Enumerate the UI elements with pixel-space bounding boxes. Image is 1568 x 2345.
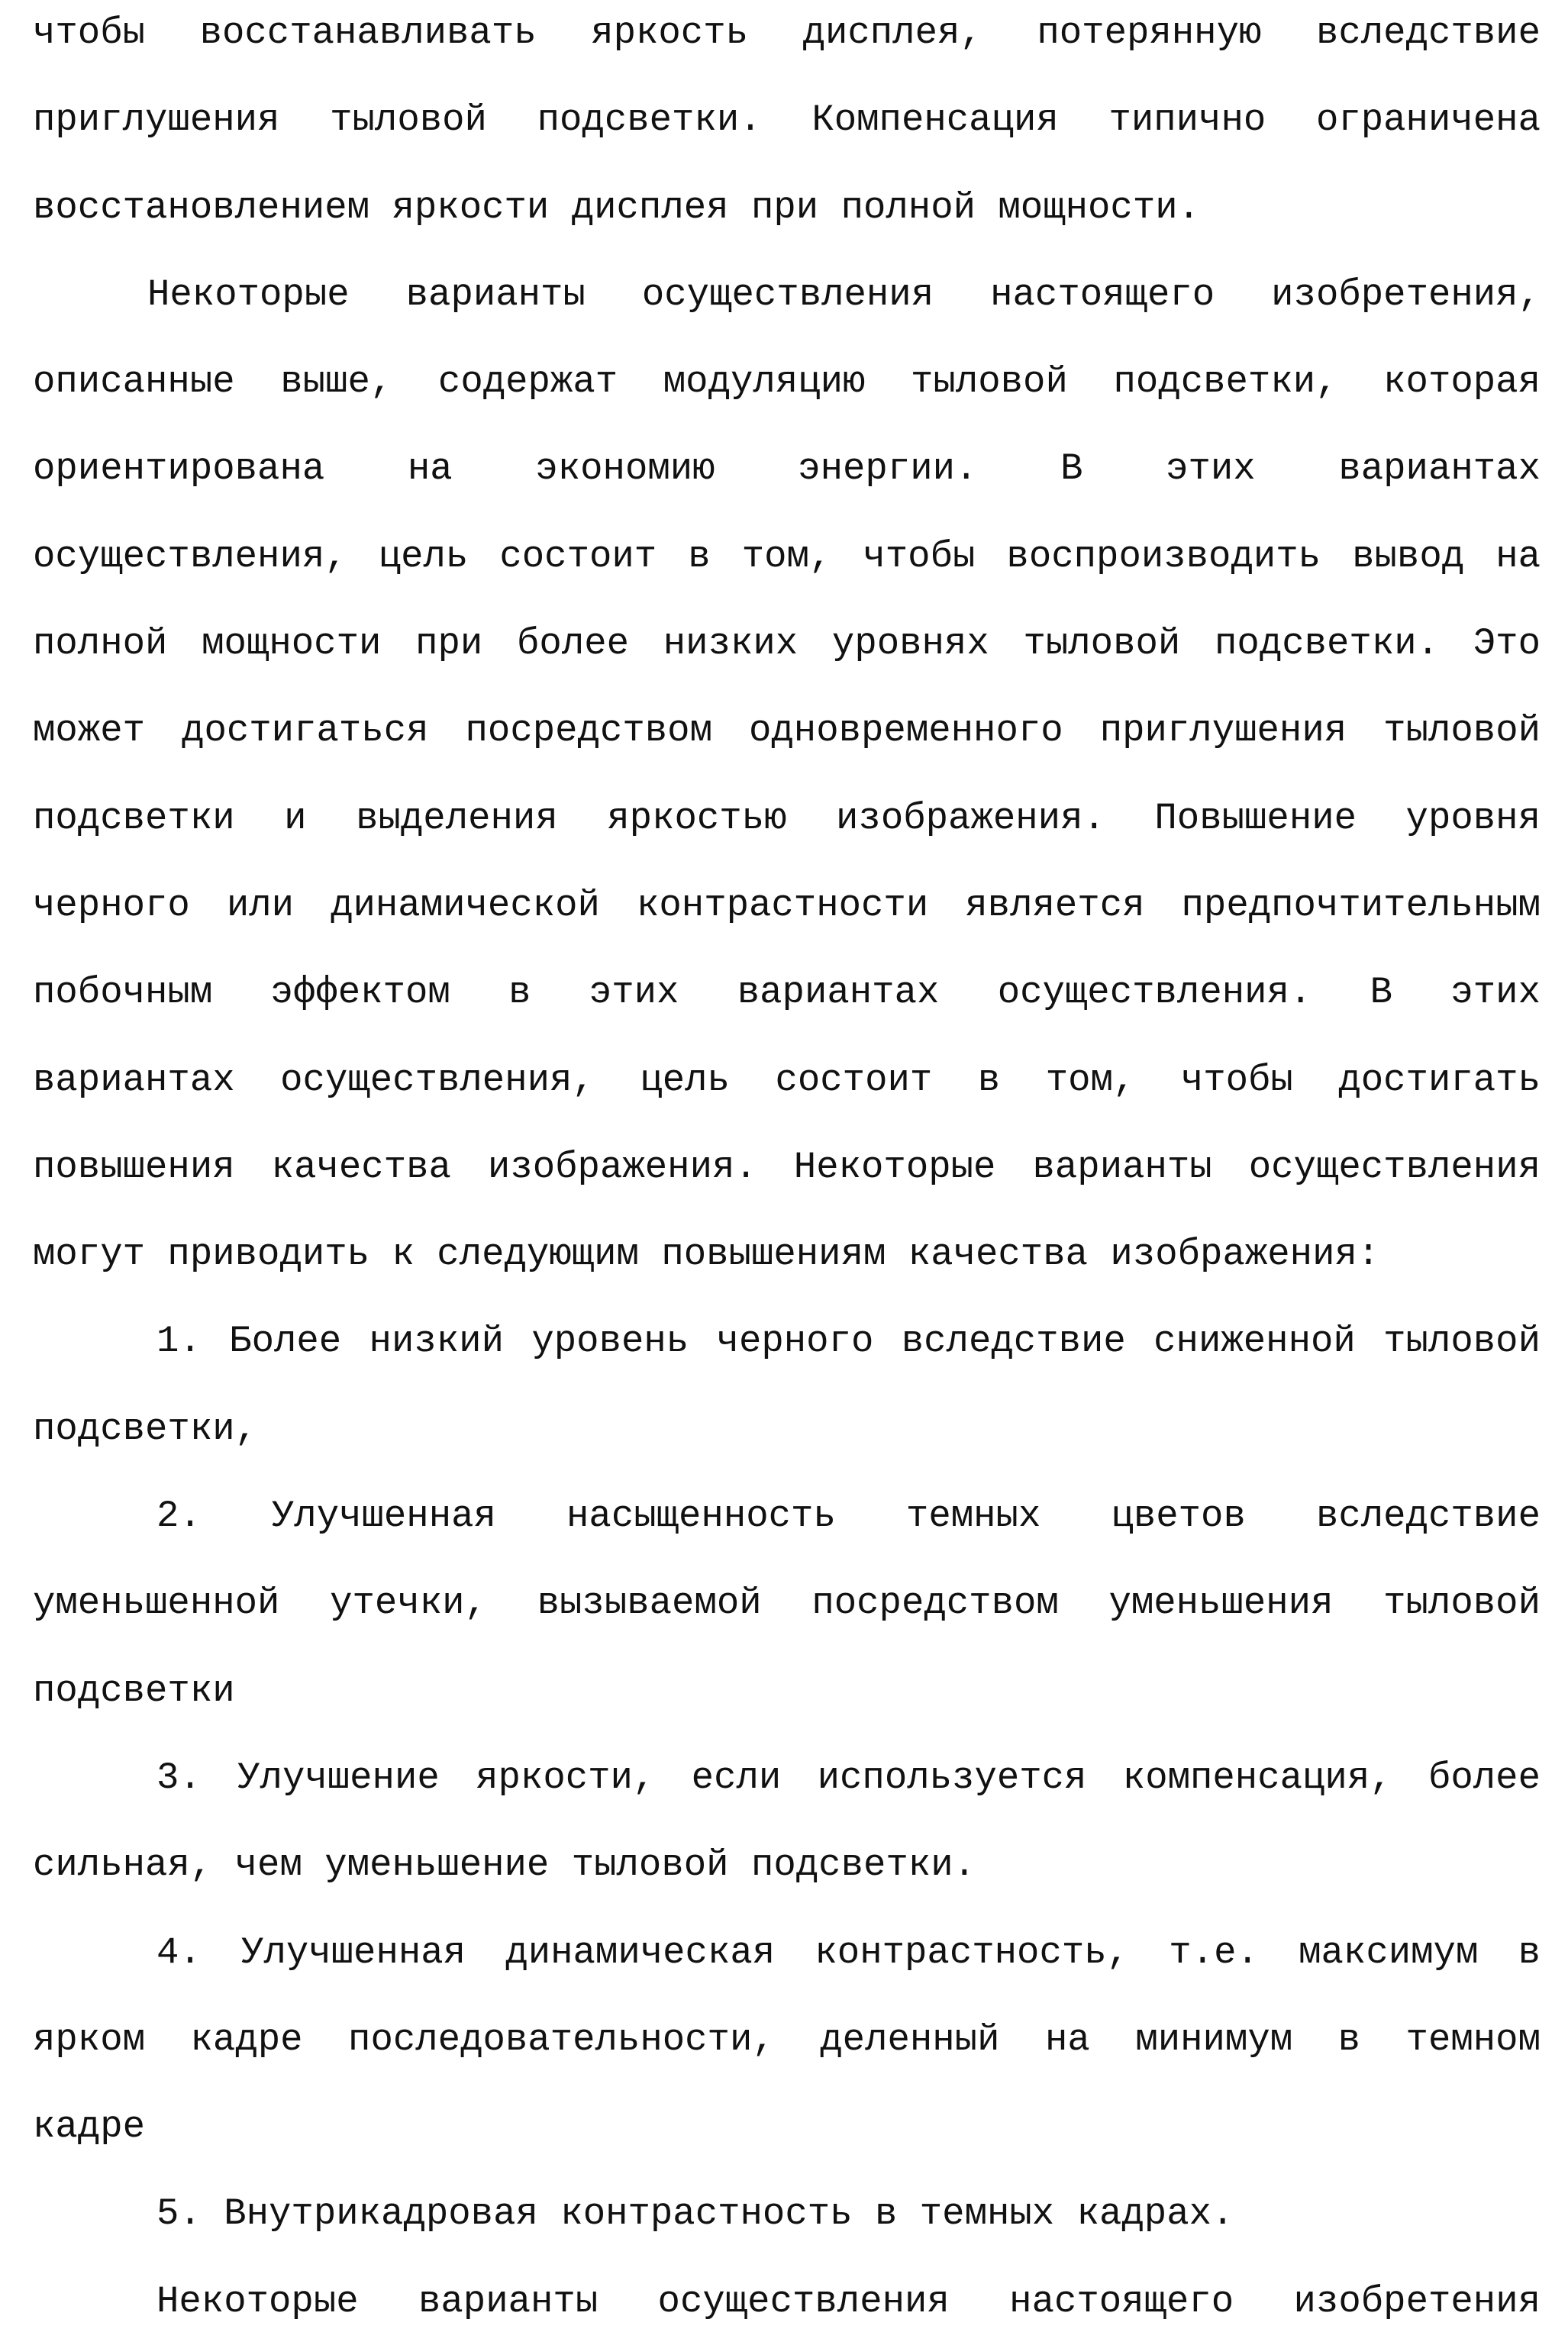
text-line: подсветки bbox=[33, 1647, 1541, 1734]
text-line: сильная, чем уменьшение тыловой подсветки. bbox=[33, 1821, 1541, 1908]
text-line: побочным эффектом в этих вариантах осуществления. В этих bbox=[33, 949, 1541, 1036]
list-item-2: 2. Улучшенная насыщенность темных цветов вследствие bbox=[33, 1472, 1541, 1560]
list-item-4: 4. Улучшенная динамическая контрастность, т.е. максимум в bbox=[33, 1909, 1541, 1996]
paragraph-start-line: Некоторые варианты осуществления настоящего изобретения bbox=[33, 2258, 1541, 2345]
text-line: приглушения тыловой подсветки. Компенсация типично ограничена bbox=[33, 76, 1541, 163]
text-line: подсветки и выделения яркостью изображения. Повышение уровня bbox=[33, 775, 1541, 862]
list-item-1: 1. Более низкий уровень черного вследствие сниженной тыловой bbox=[33, 1298, 1541, 1385]
text-line: могут приводить к следующим повышениям качества изображения: bbox=[33, 1211, 1541, 1298]
text-line: кадре bbox=[33, 2083, 1541, 2170]
text-line: уменьшенной утечки, вызываемой посредством уменьшения тыловой bbox=[33, 1560, 1541, 1647]
list-item-5: 5. Внутрикадровая контрастность в темных кадрах. bbox=[33, 2170, 1541, 2257]
text-line: может достигаться посредством одновременного приглушения тыловой bbox=[33, 687, 1541, 774]
text-line: черного или динамической контрастности является предпочтительным bbox=[33, 862, 1541, 949]
text-line: ориентирована на экономию энергии. В этих вариантах bbox=[33, 425, 1541, 512]
text-line: чтобы восстанавливать яркость дисплея, потерянную вследствие bbox=[33, 0, 1541, 76]
text-line: ярком кадре последовательности, деленный на минимум в темном bbox=[33, 1996, 1541, 2083]
text-line: осуществления, цель состоит в том, чтобы воспроизводить вывод на bbox=[33, 513, 1541, 600]
list-item-3: 3. Улучшение яркости, если используется компенсация, более bbox=[33, 1734, 1541, 1821]
paragraph-start-line: Некоторые варианты осуществления настоящего изобретения, bbox=[33, 251, 1541, 338]
text-line: подсветки, bbox=[33, 1385, 1541, 1472]
text-line: полной мощности при более низких уровнях тыловой подсветки. Это bbox=[33, 600, 1541, 687]
text-line: восстановлением яркости дисплея при полной мощности. bbox=[33, 164, 1541, 251]
text-line: описанные выше, содержат модуляцию тыловой подсветки, которая bbox=[33, 338, 1541, 425]
text-line: повышения качества изображения. Некоторые варианты осуществления bbox=[33, 1124, 1541, 1211]
text-line: вариантах осуществления, цель состоит в том, чтобы достигать bbox=[33, 1037, 1541, 1124]
document-page bbox=[33, 0, 1541, 2345]
